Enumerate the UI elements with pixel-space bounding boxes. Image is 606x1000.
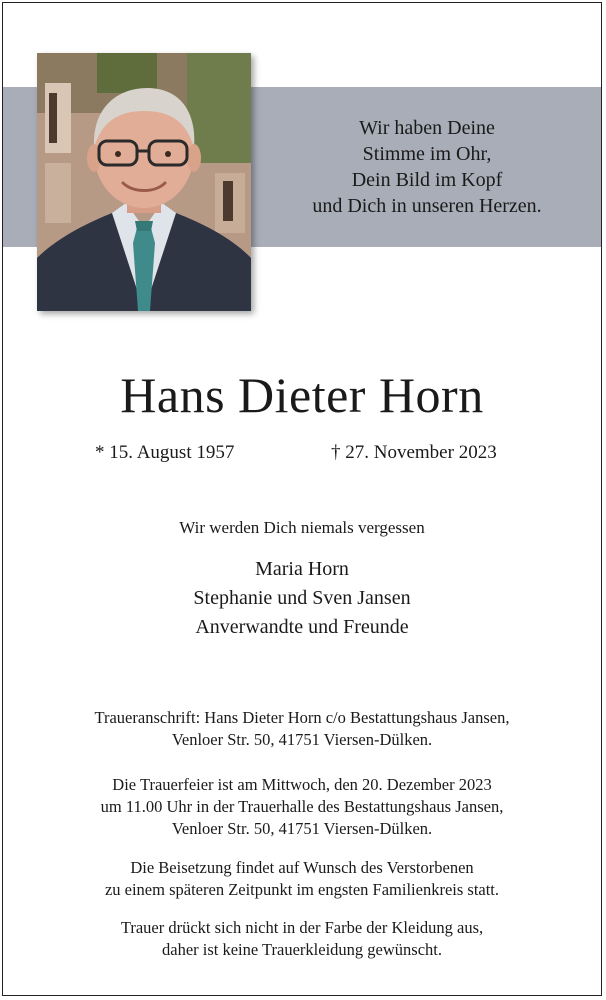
mourning-note bbox=[3, 917, 601, 961]
mourner-name: Maria Horn bbox=[255, 558, 349, 580]
ceremony-line: Die Trauerfeier ist am Mittwoch, den 20. Dezember 2023 bbox=[112, 775, 492, 794]
quote-line: Dein Bild im Kopf bbox=[351, 169, 503, 191]
mourning-address bbox=[3, 707, 601, 751]
address-line: Venloer Str. 50, 41751 Viersen-Dülken. bbox=[171, 730, 433, 749]
burial-line: Die Beisetzung findet auf Wunsch des Verstorbenen bbox=[130, 858, 474, 877]
obituary-card bbox=[2, 2, 602, 996]
mourner-name: Anverwandte und Freunde bbox=[195, 616, 409, 638]
quote-line: und Dich in unseren Herzen. bbox=[312, 195, 542, 217]
mourning-line: Trauer drückt sich nicht in der Farbe der Kleidung aus, bbox=[120, 918, 484, 937]
deceased-name: Hans Dieter Horn bbox=[120, 367, 484, 423]
burial-line: zu einem späteren Zeitpunkt im engsten Familienkreis statt. bbox=[104, 880, 500, 899]
ceremony-line: um 11.00 Uhr in der Trauerhalle des Bestattungshaus Jansen, bbox=[100, 797, 504, 816]
quote bbox=[253, 87, 601, 247]
address-line: Traueranschrift: Hans Dieter Horn c/o Bestattungshaus Jansen, bbox=[94, 708, 510, 727]
birth-date: * 15. August 1957 bbox=[95, 442, 235, 463]
mourner-name: Stephanie und Sven Jansen bbox=[193, 587, 411, 609]
mourning-line: daher ist keine Trauerkleidung gewünscht. bbox=[162, 940, 442, 959]
burial-info bbox=[3, 857, 601, 901]
mourners-list bbox=[3, 555, 601, 642]
death-date: † 27. November 2023 bbox=[331, 442, 497, 463]
ceremony-info bbox=[3, 774, 601, 840]
remembrance-line: Wir werden Dich niemals vergessen bbox=[179, 518, 425, 537]
portrait-photo bbox=[37, 53, 251, 311]
quote-line: Wir haben Deine bbox=[359, 117, 495, 139]
quote-line: Stimme im Ohr, bbox=[362, 143, 492, 165]
ceremony-line: Venloer Str. 50, 41751 Viersen-Dülken. bbox=[171, 819, 433, 838]
portrait-illustration bbox=[37, 53, 251, 311]
